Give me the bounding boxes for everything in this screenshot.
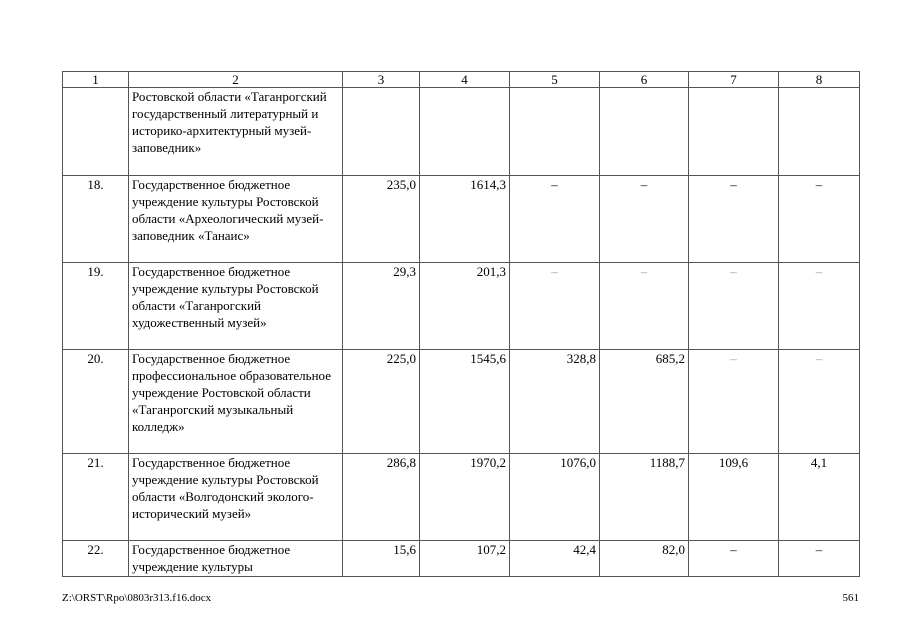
cell-col8 bbox=[779, 88, 860, 176]
cell-col3: 235,0 bbox=[343, 176, 420, 263]
cell-col6 bbox=[600, 88, 689, 176]
table-row bbox=[63, 88, 860, 176]
cell-col3 bbox=[343, 88, 420, 176]
column-header: 8 bbox=[779, 72, 860, 88]
data-table bbox=[62, 71, 860, 577]
cell-col4: 107,2 bbox=[420, 541, 510, 577]
cell-col5: 328,8 bbox=[510, 350, 600, 454]
cell-col6: 82,0 bbox=[600, 541, 689, 577]
cell-col3: 225,0 bbox=[343, 350, 420, 454]
cell-col6: 1188,7 bbox=[600, 454, 689, 541]
cell-col8: – bbox=[779, 541, 860, 577]
cell-col7 bbox=[689, 88, 779, 176]
table-row bbox=[63, 176, 860, 263]
institution-name: Государственное бюджетное учреждение культуры bbox=[129, 541, 343, 577]
column-header: 2 bbox=[129, 72, 343, 88]
row-number: 22. bbox=[63, 541, 129, 577]
cell-col7: – bbox=[689, 176, 779, 263]
cell-col8: – bbox=[779, 263, 860, 350]
column-header: 3 bbox=[343, 72, 420, 88]
table-row bbox=[63, 350, 860, 454]
cell-col7: – bbox=[689, 263, 779, 350]
institution-name: Государственное бюджетное учреждение культуры Ростовской области «Таганрогский художественный музей» bbox=[129, 263, 343, 350]
cell-col7: 109,6 bbox=[689, 454, 779, 541]
table-header-row bbox=[63, 72, 860, 88]
cell-col6: – bbox=[600, 263, 689, 350]
cell-col6: 685,2 bbox=[600, 350, 689, 454]
column-header: 4 bbox=[420, 72, 510, 88]
institution-name: Государственное бюджетное учреждение культуры Ростовской области «Археологический музей-заповедник «Танаис» bbox=[129, 176, 343, 263]
cell-col4: 1545,6 bbox=[420, 350, 510, 454]
row-number: 21. bbox=[63, 454, 129, 541]
cell-col4: 201,3 bbox=[420, 263, 510, 350]
cell-col8: – bbox=[779, 176, 860, 263]
cell-col5: – bbox=[510, 176, 600, 263]
cell-col5: 1076,0 bbox=[510, 454, 600, 541]
cell-col3: 29,3 bbox=[343, 263, 420, 350]
cell-col7: – bbox=[689, 541, 779, 577]
cell-col8: – bbox=[779, 350, 860, 454]
table-row bbox=[63, 263, 860, 350]
footer-file-path: Z:\ORST\Rpo\0803r313.f16.docx bbox=[62, 592, 212, 604]
institution-name: Государственное бюджетное учреждение культуры Ростовской области «Волгодонский эколого-исторический музей» bbox=[129, 454, 343, 541]
cell-col7: – bbox=[689, 350, 779, 454]
cell-col5 bbox=[510, 88, 600, 176]
table-row bbox=[63, 541, 860, 577]
row-number: 19. bbox=[63, 263, 129, 350]
cell-col4: 1614,3 bbox=[420, 176, 510, 263]
column-header: 6 bbox=[600, 72, 689, 88]
cell-col4 bbox=[420, 88, 510, 176]
column-header: 5 bbox=[510, 72, 600, 88]
cell-col3: 286,8 bbox=[343, 454, 420, 541]
cell-col8: 4,1 bbox=[779, 454, 860, 541]
column-header: 7 bbox=[689, 72, 779, 88]
institution-name: Ростовской области «Таганрогский государственный литературный и историко-архитектурный музей-заповедник» bbox=[129, 88, 343, 176]
row-number: 18. bbox=[63, 176, 129, 263]
institution-name: Государственное бюджетное профессиональное образовательное учреждение Ростовской области «Таганрогский музыкальный колледж» bbox=[129, 350, 343, 454]
cell-col5: – bbox=[510, 263, 600, 350]
cell-col6: – bbox=[600, 176, 689, 263]
row-number bbox=[63, 88, 129, 176]
column-header: 1 bbox=[63, 72, 129, 88]
row-number: 20. bbox=[63, 350, 129, 454]
page-number: 561 bbox=[842, 592, 859, 604]
table-row bbox=[63, 454, 860, 541]
cell-col5: 42,4 bbox=[510, 541, 600, 577]
cell-col4: 1970,2 bbox=[420, 454, 510, 541]
cell-col3: 15,6 bbox=[343, 541, 420, 577]
